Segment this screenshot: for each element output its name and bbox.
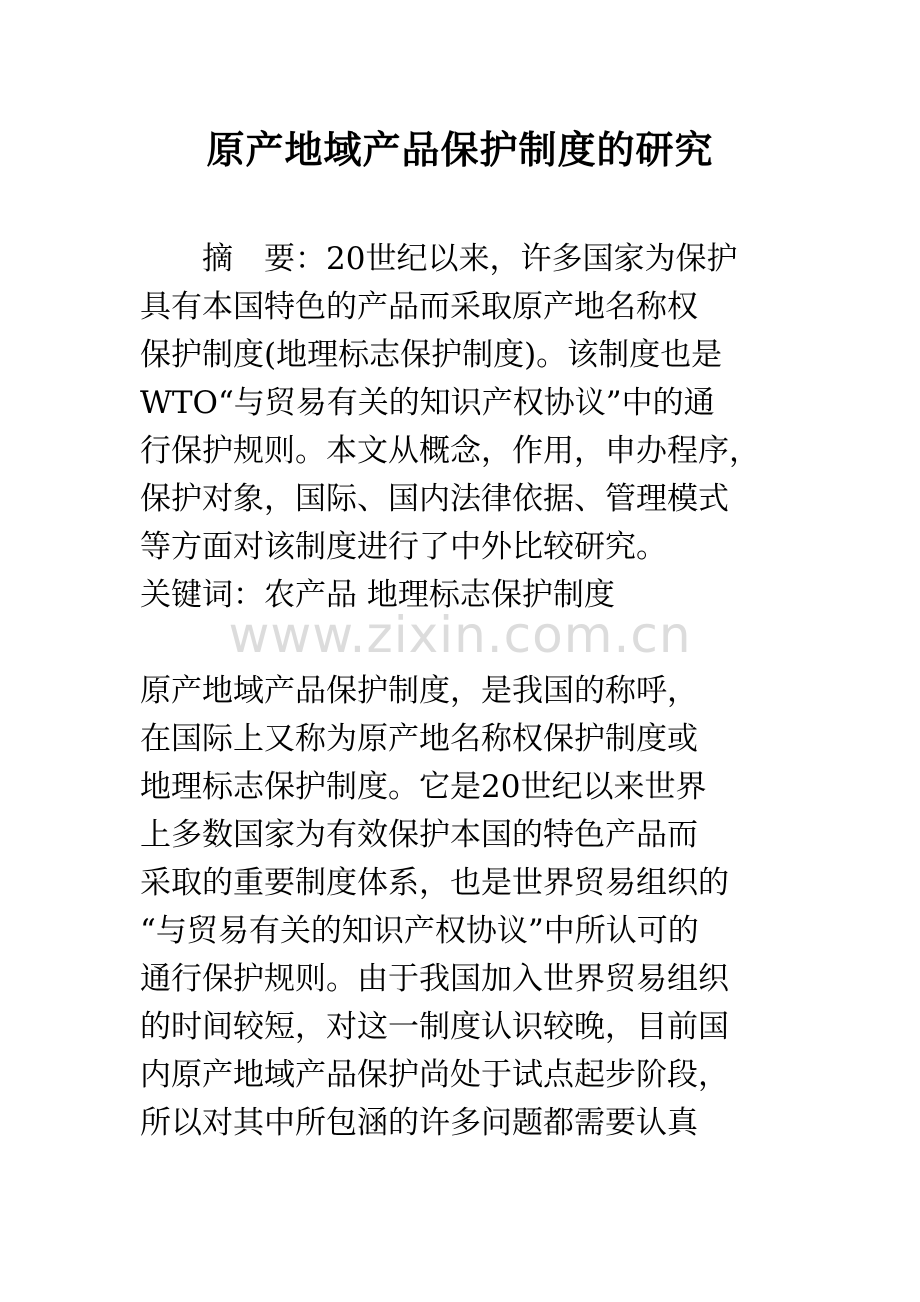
body-line: 通行保护规则。由于我国加入世界贸易组织 (140, 961, 729, 997)
body-line: 所以对其中所包涵的许多问题都需要认真 (140, 1105, 698, 1141)
body-line: “与贸易有关的知识产权协议”中所认可的 (140, 913, 699, 949)
abstract-line: WTO“与贸易有关的知识产权协议”中的通 (140, 385, 715, 421)
watermark-text: www.zixin.com.cn (228, 606, 692, 664)
abstract-line: 等方面对该制度进行了中外比较研究。 (140, 529, 667, 565)
abstract-line: 摘 要：20世纪以来，许多国家为保护 (140, 241, 738, 277)
body-line: 采取的重要制度体系，也是世界贸易组织的 (140, 865, 729, 901)
keywords-line: 关键词：农产品 地理标志保护制度 (140, 577, 615, 613)
abstract-line: 行保护规则。本文从概念，作用，申办程序， (140, 433, 760, 469)
body-line: 内原产地域产品保护尚处于试点起步阶段， (140, 1057, 729, 1093)
abstract-line: 保护制度(地理标志保护制度)。该制度也是 (140, 337, 723, 373)
body-line: 原产地域产品保护制度，是我国的称呼， (140, 673, 698, 709)
abstract-line: 保护对象，国际、国内法律依据、管理模式 (140, 481, 729, 517)
body-line: 地理标志保护制度。它是20世纪以来世界 (140, 769, 707, 805)
document-title: 原产地域产品保护制度的研究 (206, 128, 714, 172)
body-line: 在国际上又称为原产地名称权保护制度或 (140, 721, 698, 757)
abstract-line: 具有本国特色的产品而采取原产地名称权 (140, 289, 698, 325)
body-line: 的时间较短，对这一制度认识较晚，目前国 (140, 1009, 729, 1045)
body-line: 上多数国家为有效保护本国的特色产品而 (140, 817, 698, 853)
